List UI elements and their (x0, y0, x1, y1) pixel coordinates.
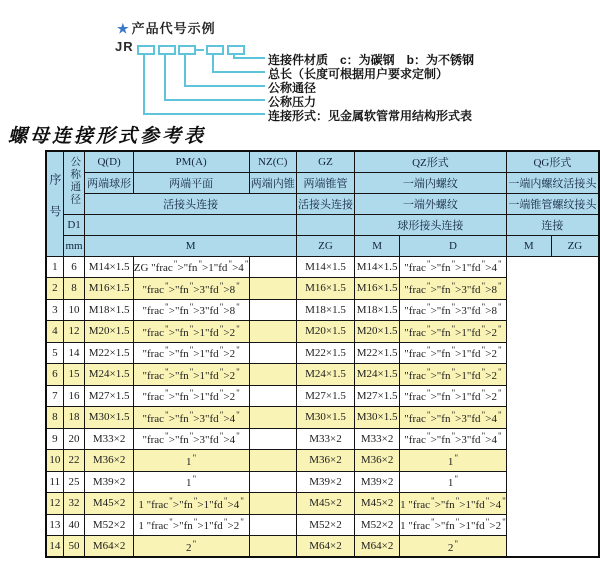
cell-dn: 16 (63, 385, 85, 407)
code-box (137, 45, 155, 55)
header-qz-m: M (355, 235, 400, 256)
col-header-dn-label: 公称通径 (69, 156, 81, 207)
reference-table (45, 150, 600, 558)
code-box (227, 45, 245, 55)
cell-qz-d: M64×2 (296, 536, 354, 558)
cell-m: M14×1.5 (85, 256, 133, 278)
cell-seq: 12 (46, 493, 63, 515)
cell-qz-d: M27×1.5 (296, 385, 354, 407)
cell-qg-zg: 1" (400, 450, 507, 472)
header-m: M (85, 235, 296, 256)
cell-qz-d: M30×1.5 (296, 407, 354, 429)
cell-m: M16×1.5 (85, 278, 133, 300)
cell-qz-m (249, 321, 296, 343)
cell-m: M33×2 (85, 428, 133, 450)
header-row-2 (46, 172, 599, 193)
header-qz-connection: 球形接头连接 (355, 214, 507, 235)
cell-qg-zg: 1 "frac">"fn">1"fd">2" (400, 514, 507, 536)
cell-dn: 18 (63, 407, 85, 429)
cell-seq: 4 (46, 321, 63, 343)
cell-gz-zg: "frac">"fn">3"fd">8" (133, 299, 249, 321)
col-header-seq-label: 序号 (47, 173, 62, 238)
table-row (46, 407, 599, 429)
col-header-qg: QG形式 (506, 151, 599, 172)
cell-gz-zg: "frac">"fn">1"fd">2" (133, 321, 249, 343)
cell-qg-m: M16×1.5 (355, 278, 400, 300)
cell-qz-d: M52×2 (296, 514, 354, 536)
cell-gz-zg: "frac">"fn">3"fd">4" (133, 407, 249, 429)
table-row (46, 450, 599, 472)
cell-qg-m: M36×2 (355, 450, 400, 472)
cell-dn: 22 (63, 450, 85, 472)
callout-line (164, 53, 166, 100)
cell-dn: 12 (63, 321, 85, 343)
cell-gz-zg: 2" (133, 536, 249, 558)
diagram-title-text: 产品代号示例 (131, 21, 216, 36)
cell-seq: 9 (46, 428, 63, 450)
callout-line (184, 85, 265, 87)
cell-qz-d: M20×1.5 (296, 321, 354, 343)
cell-m: M27×1.5 (85, 385, 133, 407)
cell-dn: 32 (63, 493, 85, 515)
cell-gz-zg: "frac">"fn">1"fd">2" (133, 342, 249, 364)
cell-dn: 14 (63, 342, 85, 364)
cell-qz-m (249, 256, 296, 278)
cell-gz-zg: 1 "frac">"fn">1"fd">2" (133, 514, 249, 536)
header-empty (85, 214, 296, 235)
col-header-qz: QZ形式 (355, 151, 507, 172)
col-header-gz: GZ (296, 151, 354, 172)
cell-qz-m (249, 428, 296, 450)
header-union-connection: 活接头连接 (85, 193, 296, 214)
cell-seq: 7 (46, 385, 63, 407)
header-qz-sub2: 一端外螺纹 (355, 193, 507, 214)
table-body (46, 256, 599, 557)
cell-qz-m (249, 385, 296, 407)
callout-line (143, 113, 265, 115)
cell-dn: 25 (63, 471, 85, 493)
cell-dn: 50 (63, 536, 85, 558)
callout-line (212, 71, 265, 73)
col-header-nz: NZ(C) (249, 151, 296, 172)
cell-gz-zg: ZG "frac">"fn">1"fd">4" (133, 256, 249, 278)
cell-qz-m (249, 450, 296, 472)
cell-qg-m: M27×1.5 (355, 385, 400, 407)
cell-qg-zg: "frac">"fn">1"fd">2" (400, 321, 507, 343)
col-header-seq (46, 151, 63, 256)
cell-m: M64×2 (85, 536, 133, 558)
table-row (46, 385, 599, 407)
table-row (46, 321, 599, 343)
cell-qz-m (249, 299, 296, 321)
cell-gz-zg: "frac">"fn">3"fd">4" (133, 428, 249, 450)
reference-table-wrap (45, 150, 600, 558)
cell-m: M24×1.5 (85, 364, 133, 386)
cell-qg-zg: "frac">"fn">3"fd">8" (400, 299, 507, 321)
cell-qz-m (249, 471, 296, 493)
cell-qg-zg: "frac">"fn">1"fd">2" (400, 342, 507, 364)
callout-line (212, 53, 214, 72)
cell-qg-m: M30×1.5 (355, 407, 400, 429)
cell-qz-m (249, 514, 296, 536)
cell-gz-zg: 1" (133, 450, 249, 472)
cell-qg-m: M18×1.5 (355, 299, 400, 321)
cell-dn: 40 (63, 514, 85, 536)
cell-qz-m (249, 407, 296, 429)
table-row (46, 514, 599, 536)
col-subheader-pm: 两端平面 (133, 172, 249, 193)
callout-label-pressure: 公称压力 (268, 95, 317, 109)
table-row (46, 493, 599, 515)
cell-dn: 20 (63, 428, 85, 450)
cell-qz-d: M39×2 (296, 471, 354, 493)
code-box (158, 45, 176, 55)
cell-seq: 8 (46, 407, 63, 429)
table-row (46, 256, 599, 278)
cell-qg-zg: 1" (400, 471, 507, 493)
cell-qg-m: M24×1.5 (355, 364, 400, 386)
header-row-5 (46, 235, 599, 256)
header-row-3 (46, 193, 599, 214)
cell-gz-zg: "frac">"fn">1"fd">2" (133, 385, 249, 407)
col-subheader-qg: 一端内螺纹活接头 (506, 172, 599, 193)
cell-qg-zg: "frac">"fn">3"fd">4" (400, 407, 507, 429)
table-header (46, 151, 599, 256)
diagram-title (117, 18, 216, 37)
cell-qg-zg: "frac">"fn">3"fd">4" (400, 428, 507, 450)
cell-qg-m: M45×2 (355, 493, 400, 515)
cell-qz-d: M24×1.5 (296, 364, 354, 386)
cell-seq: 10 (46, 450, 63, 472)
cell-seq: 3 (46, 299, 63, 321)
cell-seq: 6 (46, 364, 63, 386)
cell-m: M30×1.5 (85, 407, 133, 429)
cell-qg-zg: "frac">"fn">1"fd">2" (400, 385, 507, 407)
col-subheader-nz: 两端内锥 (249, 172, 296, 193)
header-row-4 (46, 214, 599, 235)
page-title: 螺母连接形式参考表 (8, 125, 207, 147)
col-subheader-qz: 一端内螺纹 (355, 172, 507, 193)
callout-line (233, 57, 265, 59)
cell-seq: 2 (46, 278, 63, 300)
cell-qz-m (249, 364, 296, 386)
cell-seq: 1 (46, 256, 63, 278)
cell-seq: 5 (46, 342, 63, 364)
cell-qz-m (249, 493, 296, 515)
cell-qg-m: M20×1.5 (355, 321, 400, 343)
cell-m: M36×2 (85, 450, 133, 472)
cell-qg-m: M52×2 (355, 514, 400, 536)
header-row-1 (46, 151, 599, 172)
cell-qz-d: M14×1.5 (296, 256, 354, 278)
cell-m: M18×1.5 (85, 299, 133, 321)
header-gz-connection: 活接头连接 (296, 193, 354, 214)
header-zg: ZG (296, 235, 354, 256)
cell-dn: 6 (63, 256, 85, 278)
header-empty (296, 214, 354, 235)
col-subheader-q: 两端球形 (85, 172, 133, 193)
cell-qz-m (249, 342, 296, 364)
cell-gz-zg: "frac">"fn">1"fd">2" (133, 364, 249, 386)
cell-m: M39×2 (85, 471, 133, 493)
cell-qg-m: M22×1.5 (355, 342, 400, 364)
cell-qg-zg: "frac">"fn">1"fd">4" (400, 256, 507, 278)
cell-qz-d: M36×2 (296, 450, 354, 472)
cell-qg-m: M64×2 (355, 536, 400, 558)
cell-seq: 11 (46, 471, 63, 493)
table-row (46, 536, 599, 558)
cell-seq: 14 (46, 536, 63, 558)
cell-qg-zg: 1 "frac">"fn">1"fd">4" (400, 493, 507, 515)
cell-m: M22×1.5 (85, 342, 133, 364)
col-header-pm: PM(A) (133, 151, 249, 172)
table-row (46, 278, 599, 300)
cell-gz-zg: "frac">"fn">3"fd">8" (133, 278, 249, 300)
cell-qz-d: M22×1.5 (296, 342, 354, 364)
code-dash (196, 49, 204, 51)
cell-qg-m: M33×2 (355, 428, 400, 450)
cell-gz-zg: 1" (133, 471, 249, 493)
table-row (46, 299, 599, 321)
cell-m: M20×1.5 (85, 321, 133, 343)
cell-qz-m (249, 536, 296, 558)
cell-dn: 10 (63, 299, 85, 321)
table-row (46, 342, 599, 364)
cell-qz-d: M16×1.5 (296, 278, 354, 300)
col-header-dn (63, 151, 85, 214)
cell-m: M52×2 (85, 514, 133, 536)
header-qg-connection: 连接 (506, 214, 599, 235)
cell-qz-d: M45×2 (296, 493, 354, 515)
cell-qg-zg: "frac">"fn">1"fd">2" (400, 364, 507, 386)
callout-line (164, 99, 265, 101)
cell-qz-d: M18×1.5 (296, 299, 354, 321)
header-qz-d: D (400, 235, 507, 256)
header-qg-m: M (506, 235, 551, 256)
cell-qg-m: M14×1.5 (355, 256, 400, 278)
col-header-q: Q(D) (85, 151, 133, 172)
star-icon: ★ (117, 21, 130, 36)
code-box (178, 45, 196, 55)
header-d1: D1 (63, 214, 85, 235)
header-qg-zg: ZG (551, 235, 599, 256)
cell-qg-zg: "frac">"fn">3"fd">8" (400, 278, 507, 300)
code-prefix: JR (115, 39, 134, 54)
cell-dn: 8 (63, 278, 85, 300)
cell-qz-d: M33×2 (296, 428, 354, 450)
callout-label-length: 总长（长度可根据用户要求定制） (268, 67, 449, 81)
header-qg-sub2: 一端锥管螺纹接头 (506, 193, 599, 214)
table-row (46, 364, 599, 386)
cell-gz-zg: 1 "frac">"fn">1"fd">4" (133, 493, 249, 515)
col-subheader-gz: 两端锥管 (296, 172, 354, 193)
callout-line (143, 53, 145, 114)
cell-qg-zg: 2" (400, 536, 507, 558)
cell-qz-m (249, 278, 296, 300)
table-row (46, 471, 599, 493)
header-mm: mm (63, 235, 85, 256)
code-box (206, 45, 224, 55)
table-row (46, 428, 599, 450)
cell-seq: 13 (46, 514, 63, 536)
callout-line (184, 53, 186, 86)
callout-label-connection: 连接形式：见金属软管常用结构形式表 (268, 109, 473, 123)
cell-dn: 15 (63, 364, 85, 386)
cell-qg-m: M39×2 (355, 471, 400, 493)
callout-label-diameter: 公称通径 (268, 81, 317, 95)
cell-m: M45×2 (85, 493, 133, 515)
callout-label-material: 连接件材质 c：为碳钢 b：为不锈钢 (268, 53, 475, 67)
